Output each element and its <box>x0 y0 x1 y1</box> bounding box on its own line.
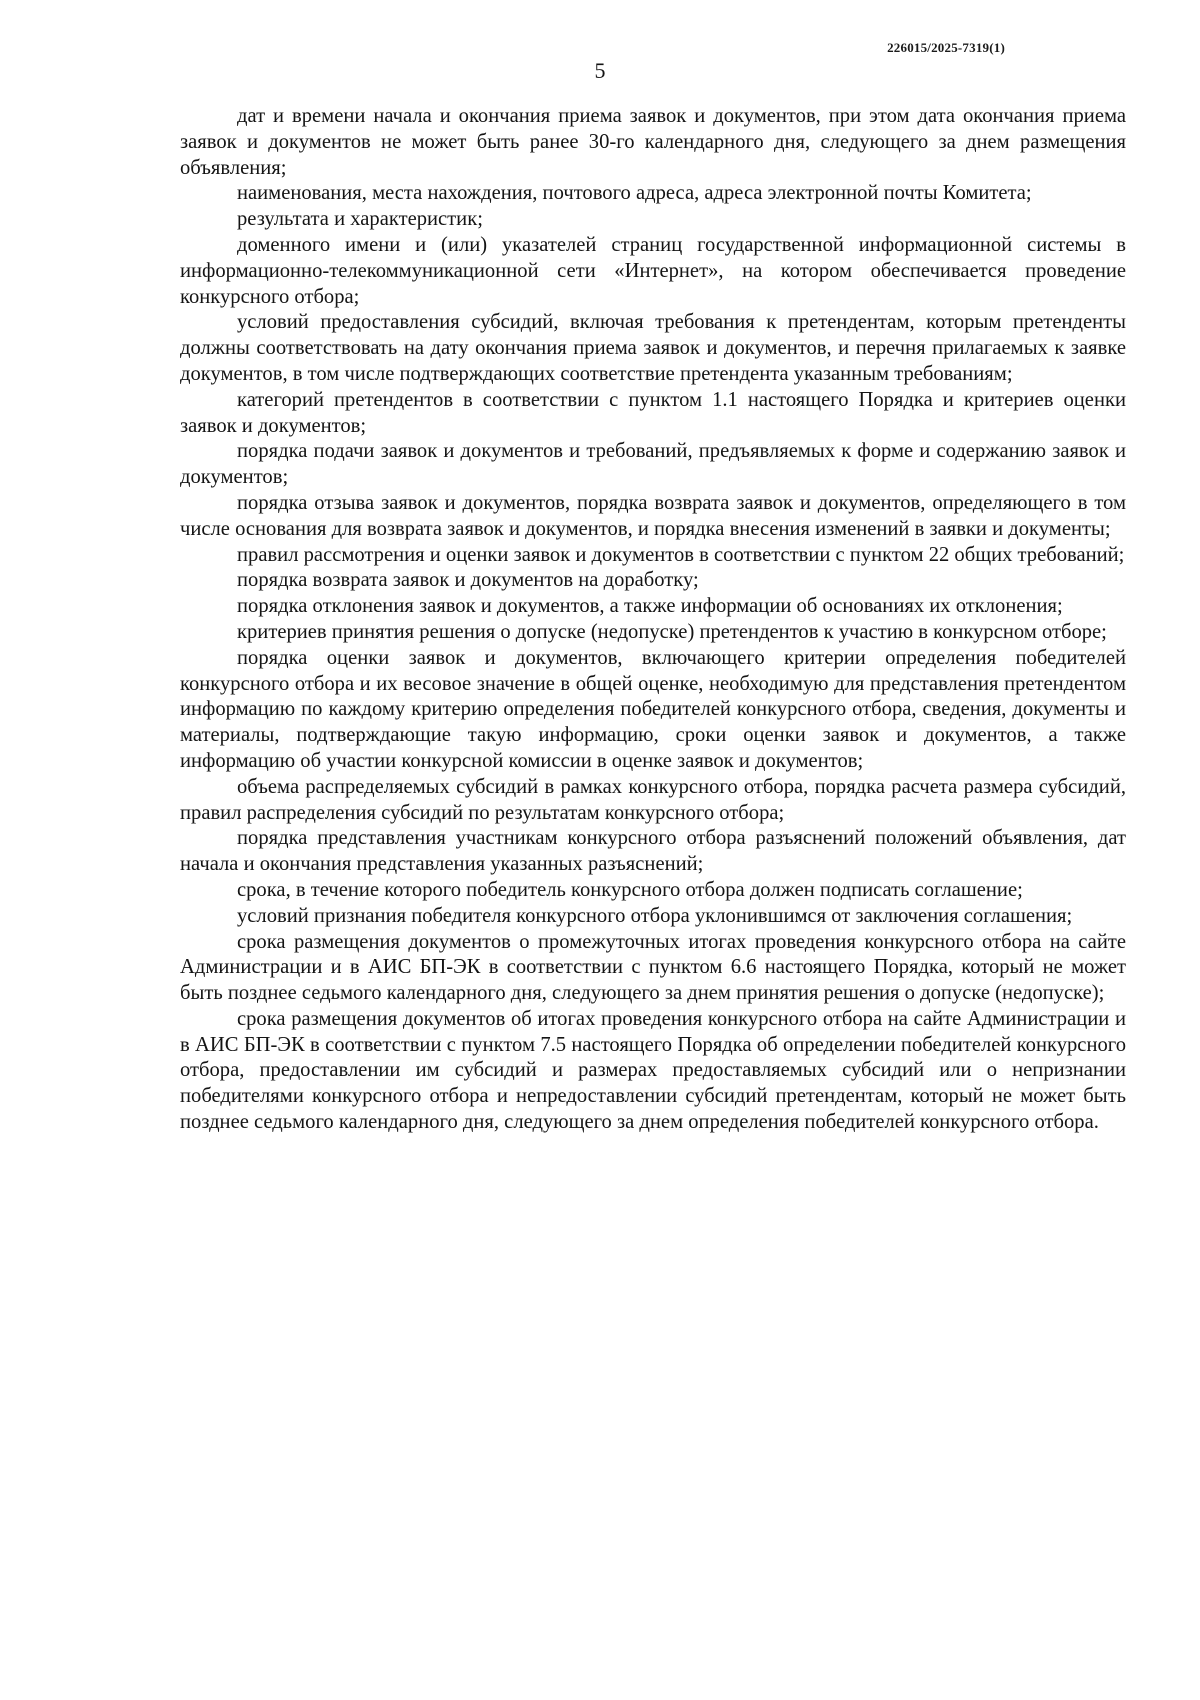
paragraph-result: результата и характеристик; <box>237 208 483 231</box>
paragraph-withdrawal-order: порядка отзыва заявок и документов, порядка возврата заявок и документов, определяющего в том числе основания для возврата заявок и документов, и порядка внесения изменений в заявки и документы; <box>180 491 1126 540</box>
paragraph-domain-name: доменного имени и (или) указателей страниц государственной информационной системы в информационно-телекоммуникационной сети «Интернет», на котором обеспечивается проведение конкурсного отбора; <box>180 233 1126 308</box>
paragraph-evasion-conditions: условий признания победителя конкурсного отбора уклонившимся от заключения соглашения; <box>237 904 1073 927</box>
paragraph-evaluation-order: порядка оценки заявок и документов, включающего критерии определения победителей конкурсного отбора и их весовое значение в общей оценке, необходимую для представления претендентом информацию по каждому критерию определения победителей конкурсного отбора, сведения, документы и материалы, подтверждающие такую информацию, сроки оценки заявок и документов, а также информацию об участии конкурсной комиссии в оценке заявок и документов; <box>180 646 1126 772</box>
paragraph-rejection-order: порядка отклонения заявок и документов, а также информации об основаниях их отклонения; <box>237 595 1063 618</box>
paragraph-subsidy-conditions: условий предоставления субсидий, включая требования к претендентам, которым претенденты должны соответствовать на дату окончания приема заявок и документов, и перечня прилагаемых к заявке документов, в том числе подтверждающих соответствие претендента указанным требованиям; <box>180 311 1126 385</box>
page-number: 5 <box>594 58 606 83</box>
paragraph-signing-deadline: срока, в течение которого победитель конкурсного отбора должен подписать соглашение; <box>237 878 1023 901</box>
paragraph-committee-contacts: наименования, места нахождения, почтового адреса, адреса электронной почты Комитета; <box>237 182 1032 205</box>
paragraph-final-results: срока размещения документов об итогах проведения конкурсного отбора на сайте Администрации и в АИС БП-ЭК в соответствии с пунктом 7.5 настоящего Порядка об определении победителей конкурсного отбора, предоставлении им субсидий и размерах предоставляемых субсидий или о непризнании победителями конкурсного отбора и непредоставлении субсидий претендентам, который не может быть позднее седьмого календарного дня, следующего за днем определения победителей конкурсного отбора. <box>180 1007 1126 1134</box>
paragraph-clarifications: порядка представления участникам конкурсного отбора разъяснений положений объявления, дат начала и окончания представления указанных разъяснений; <box>180 827 1126 876</box>
paragraph-interim-results: срока размещения документов о промежуточных итогах проведения конкурсного отбора на сайте Администрации и в АИС БП-ЭК в соответствии с пунктом 6.6 настоящего Порядка, который не может быть позднее седьмого календарного дня, следующего за днем принятия решения о допуске (недопуске); <box>180 930 1126 1005</box>
paragraph-dates: дат и времени начала и окончания приема заявок и документов, при этом дата окончания приема заявок и документов не может быть ранее 30-го календарного дня, следующего за днем размещения объявления; <box>180 105 1126 179</box>
paragraph-applicant-categories: категорий претендентов в соответствии с пунктом 1.1 настоящего Порядка и критериев оценки заявок и документов; <box>180 388 1126 437</box>
document-body <box>180 104 1126 1136</box>
paragraph-admission-criteria: критериев принятия решения о допуске (недопуске) претендентов к участию в конкурсном отборе; <box>237 620 1107 643</box>
paragraph-subsidy-volume: объема распределяемых субсидий в рамках конкурсного отбора, порядка расчета размера субсидий, правил распределения субсидий по результатам конкурсного отбора; <box>180 775 1126 824</box>
paragraph-review-rules: правил рассмотрения и оценки заявок и документов в соответствии с пунктом 22 общих требований; <box>237 543 1125 566</box>
paragraph-submission-order: порядка подачи заявок и документов и требований, предъявляемых к форме и содержанию заявок и документов; <box>180 440 1126 489</box>
document-id: 226015/2025-7319(1) <box>887 40 1005 55</box>
paragraph-return-for-revision: порядка возврата заявок и документов на доработку; <box>237 569 699 592</box>
